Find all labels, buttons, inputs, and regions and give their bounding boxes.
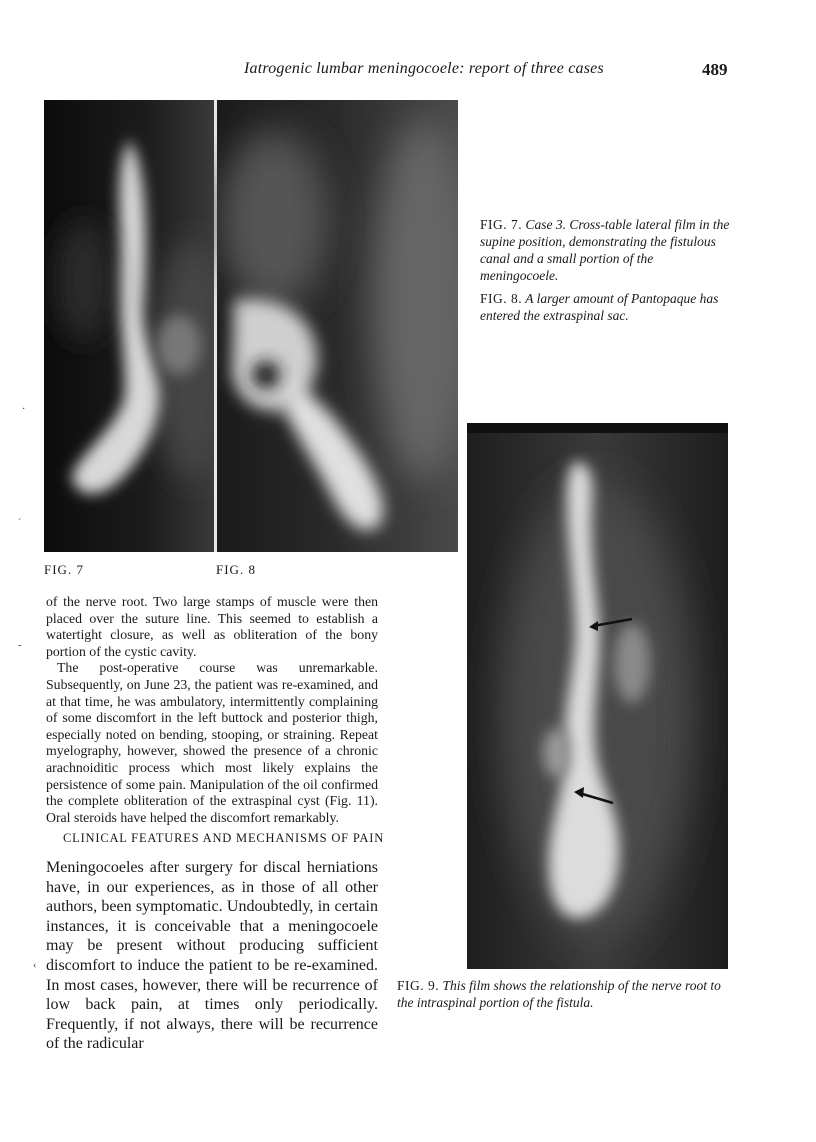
page-number: 489 xyxy=(702,60,728,79)
figure-8-xray xyxy=(214,100,458,552)
figure-7-caption-lead: FIG. 7. xyxy=(480,217,523,232)
paragraph: The post-operative course was unremarkable. Subsequently, on June 23, the patient was re-examined, and at that time, he was ambulatory, intermittently complaining of some discomfort in the left buttock and posterior thigh, especially noted on bending, stooping, or straining. Repeat myelography, however, showed the presence of a chronic arachnoiditic process which most likely explains the persistence of some pain. Manipulation of the oil confirmed the complete obliteration of the extraspinal cyst (Fig. 11). Oral steroids have helped the discomfort remarkably. xyxy=(46,660,378,825)
margin-mark: - xyxy=(18,640,22,651)
paragraph: of the nerve root. Two large stamps of muscle were then placed over the suture line. This seemed to establish a watertight closure, as well as obliteration of the bony portion of the cystic cavity. xyxy=(46,594,378,659)
paragraph: Meningocoeles after surgery for discal herniations have, in our experiences, as in those of all other authors, been symptomatic. Undoubtedly, in certain instances, it is conceivable that a meningocoele may be present without producing sufficient discomfort to induce the patient to be re-examined. In most cases, however, there will be recurrence of low back pain, at times only periodically. Frequently, if not always, there will be recurrence of the radicular xyxy=(46,859,378,1053)
margin-mark: ´ xyxy=(18,518,22,529)
figure-7-caption-text: Case 3. Cross-table lateral film in the supine position, demonstrating the fistulous canal and a small portion of the meningocoele. xyxy=(480,217,730,283)
margin-mark: ‹ xyxy=(33,960,37,971)
figure-9-caption-lead: FIG. 9. xyxy=(397,978,440,993)
figure-9-xray xyxy=(467,423,728,969)
section-heading: CLINICAL FEATURES AND MECHANISMS OF PAIN xyxy=(63,831,385,845)
figure-7-label: FIG. 7 xyxy=(44,562,84,577)
body-text-block-large xyxy=(46,858,378,1054)
body-text-block xyxy=(46,594,378,826)
figure-9-caption-text: This film shows the relationship of the nerve root to the intraspinal portion of the fistula. xyxy=(397,978,721,1010)
figure-9-caption xyxy=(397,977,737,1011)
figure-7-xray xyxy=(44,100,214,552)
figure-9-image xyxy=(467,423,728,969)
margin-mark: · xyxy=(22,404,26,415)
figure-7-image xyxy=(44,100,214,552)
figure-8-caption-lead: FIG. 8. xyxy=(480,291,523,306)
figure-8-image xyxy=(214,100,458,552)
figure-8-caption xyxy=(480,290,730,324)
figure-8-caption-text: A larger amount of Pantopaque has entered the extraspinal sac. xyxy=(480,291,719,323)
running-header: Iatrogenic lumbar meningocoele: report of three cases xyxy=(244,60,604,77)
figure-8-label: FIG. 8 xyxy=(216,562,256,577)
figure-7-caption xyxy=(480,216,730,284)
